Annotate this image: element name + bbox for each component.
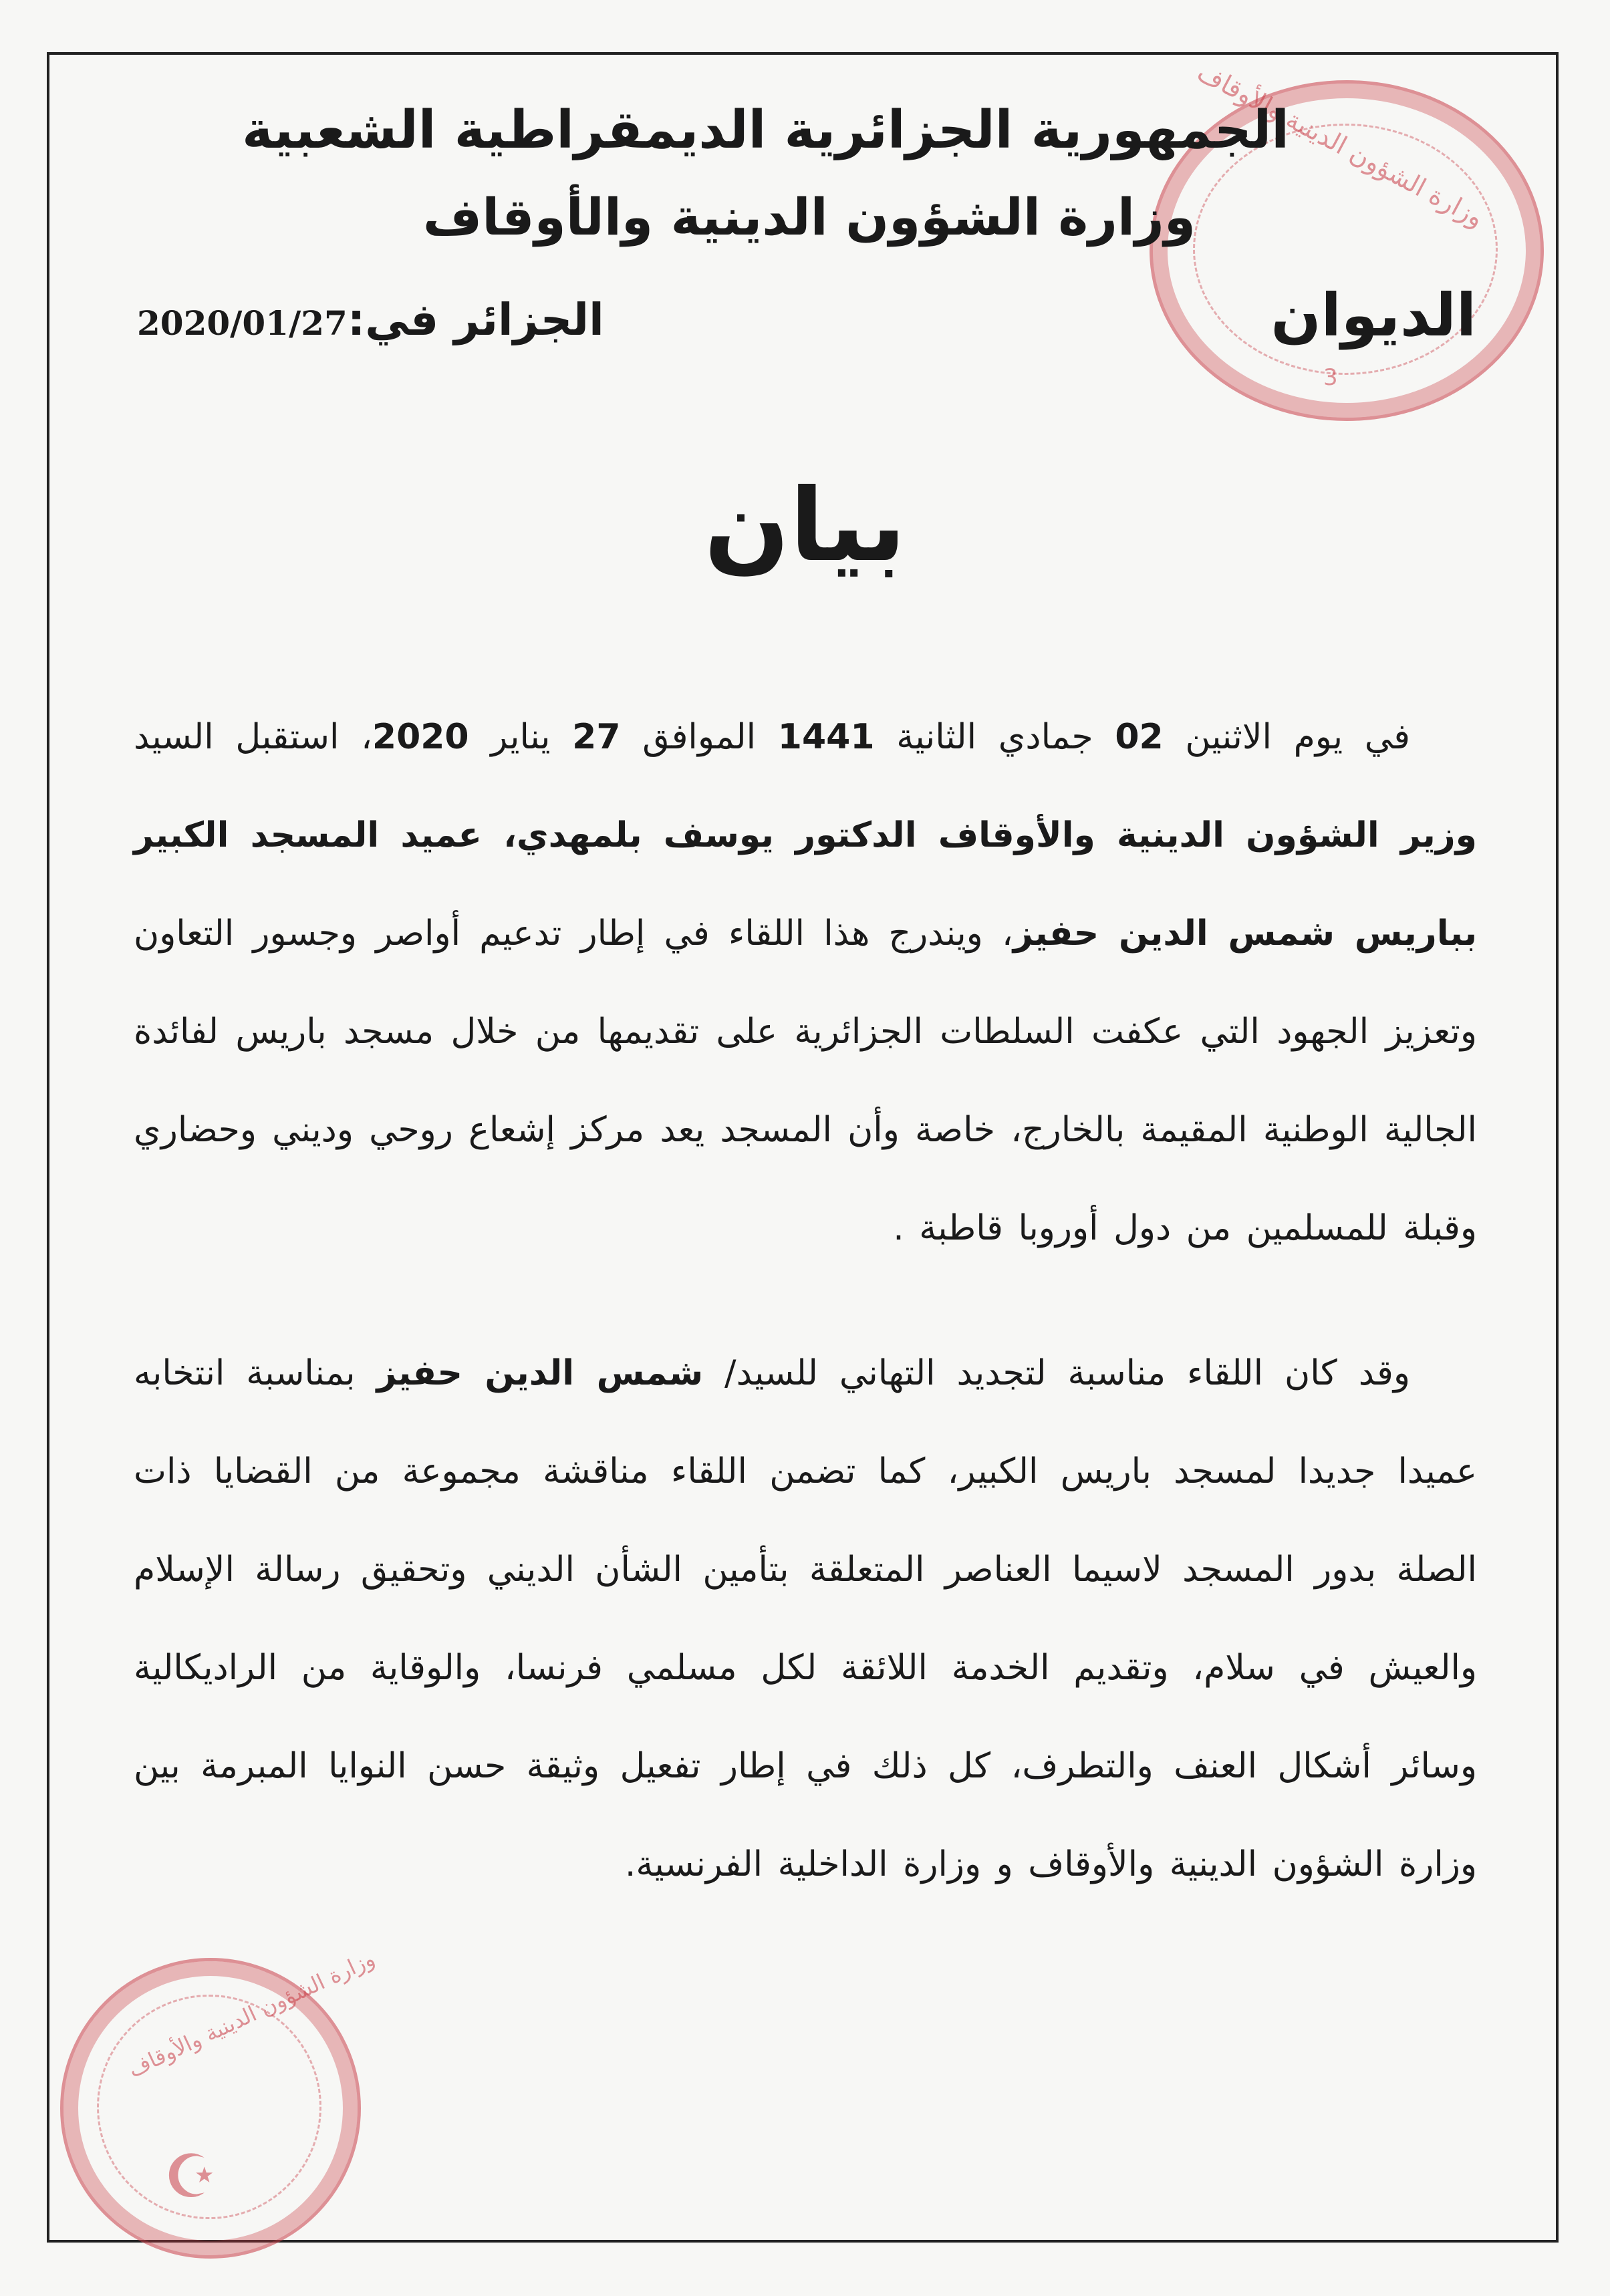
date-line xyxy=(137,294,604,345)
stamp-top-text: وزارة الشؤون الدينية والأوقاف xyxy=(1192,57,1489,233)
stamp-top-number: 3 xyxy=(1323,364,1338,391)
bold-run: شمس الدين حفيز xyxy=(376,1353,704,1393)
republic-name: الجمهورية الجزائرية الديمقراطية الشعبية xyxy=(242,100,1289,160)
date-label: الجزائر في: xyxy=(347,294,604,345)
star-crescent-icon: ☪ xyxy=(164,2142,218,2212)
text-run: الموافق xyxy=(620,717,778,757)
text-run: يناير xyxy=(468,717,573,757)
text-run: في يوم الاثنين xyxy=(1163,717,1411,757)
bold-run: 02 xyxy=(1115,717,1164,757)
bold-run: 27 xyxy=(572,717,621,757)
stamp-bottom-text: وزارة الشؤون الدينية والأوقاف xyxy=(124,1945,379,2083)
page-title: بيان xyxy=(704,468,906,584)
bold-run: 2020 xyxy=(372,717,469,757)
bold-run: 1441 xyxy=(777,717,875,757)
date-value: 2020/01/27 xyxy=(137,303,348,343)
bold-run: وزير الشؤون الدينية والأوقاف الدكتور يوسف بلمهدي، عميد المسجد الكبير بباريس شمس الدين حفيز xyxy=(134,815,1478,954)
text-run: وقد كان اللقاء مناسبة لتجديد التهاني للسيد/ xyxy=(703,1353,1410,1393)
statement-body xyxy=(134,688,1477,1914)
paragraph-1 xyxy=(134,688,1477,1278)
text-run: ، استقبل السيد xyxy=(134,717,372,757)
text-run: ، ويندرج هذا اللقاء في إطار تدعيم أواصر وجسور التعاون وتعزيز الجهود التي عكفت السلطات الجزائرية على تقديمها من خلال مسجد باريس لفائدة الجالية الوطنية المقيمة بالخارج، خاصة وأن المسجد يعد مركز إشعاع روحي وديني وحضاري وقبلة للمسلمين من دول أوروبا قاطبة . xyxy=(134,913,1477,1248)
official-stamp-bottom xyxy=(60,1945,379,2259)
office-name: الديوان xyxy=(1270,281,1476,349)
ministry-name: وزارة الشؤون الدينية والأوقاف xyxy=(422,187,1196,247)
text-run: بمناسبة انتخابه عميدا جديدا لمسجد باريس الكبير، كما تضمن اللقاء مناقشة مجموعة من القضايا ذات الصلة بدور المسجد لاسيما العناصر المتعلقة بتأمين الشأن الديني وتحقيق رسالة الإسلام والعيش في سلام، وتقديم الخدمة اللائقة لكل مسلمي فرنسا، والوقاية من الراديكالية وسائر أشكال العنف والتطرف، كل ذلك في إطار تفعيل وثيقة حسن النوايا المبرمة بين وزارة الشؤون الدينية والأوقاف و وزارة الداخلية الفرنسية. xyxy=(134,1353,1477,1884)
paragraph-2 xyxy=(134,1324,1477,1914)
text-run: جمادي الثانية xyxy=(874,717,1115,757)
